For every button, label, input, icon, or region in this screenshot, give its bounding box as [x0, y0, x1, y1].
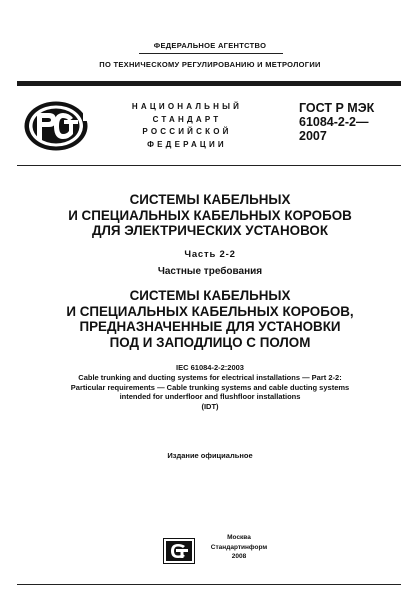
designation-line1: ГОСТ Р МЭК — [299, 101, 375, 115]
part-number: Часть 2-2 — [184, 249, 236, 260]
iec-equivalence: (IDT) — [201, 402, 219, 412]
designation-line3: 2007 — [299, 129, 327, 143]
sub-title-line2: И СПЕЦИАЛЬНЫХ КАБЕЛЬНЫХ КОРОБОВ, — [66, 303, 354, 319]
standard-designation — [299, 101, 399, 143]
rst-certification-mark-icon — [23, 100, 89, 152]
national-standard-line1: НАЦИОНАЛЬНЫЙ — [131, 102, 243, 111]
agency-name-line2: ПО ТЕХНИЧЕСКОМУ РЕГУЛИРОВАНИЮ И МЕТРОЛОГИИ — [99, 60, 321, 69]
national-standard-line3: РОССИЙСКОЙ — [142, 127, 232, 136]
sub-title-line1: СИСТЕМЫ КАБЕЛЬНЫХ — [129, 288, 291, 303]
national-standard-line2: СТАНДАРТ — [152, 114, 222, 124]
footer-rule — [17, 584, 401, 585]
sub-title-line4: ПОД И ЗАПОДЛИЦО С ПОЛОМ — [109, 334, 311, 350]
agency-divider — [139, 53, 283, 54]
iec-code: IEC 61084-2-2:2003 — [176, 363, 244, 372]
requirements-heading: Частные требования — [157, 266, 263, 277]
national-standard-line4: ФЕДЕРАЦИИ — [147, 139, 227, 149]
iec-reference — [0, 363, 420, 412]
main-title — [0, 192, 420, 239]
publisher-block — [194, 533, 284, 562]
main-title-line2: И СПЕЦИАЛЬНЫХ КАБЕЛЬНЫХ КОРОБОВ — [68, 207, 352, 223]
sub-title — [0, 288, 420, 350]
national-standard-label — [112, 101, 262, 151]
iec-title-line1: Cable trunking and ducting systems for electrical installations — Part 2-2: — [78, 372, 342, 382]
main-title-line3: ДЛЯ ЭЛЕКТРИЧЕСКИХ УСТАНОВОК — [91, 223, 328, 238]
agency-name-line1: ФЕДЕРАЛЬНОЕ АГЕНТСТВО — [153, 41, 267, 50]
designation-line2: 61084-2-2— — [299, 115, 369, 129]
title-divider — [17, 165, 401, 166]
iec-title-line2: Particular requirements — Cable trunking systems and cable ducting systems — [70, 382, 350, 392]
main-title-line1: СИСТЕМЫ КАБЕЛЬНЫХ — [129, 192, 291, 207]
header-rule — [17, 81, 401, 86]
standartinform-logo-icon — [163, 538, 195, 564]
sub-title-line3: ПРЕДНАЗНАЧЕННЫЕ ДЛЯ УСТАНОВКИ — [79, 319, 341, 334]
publisher-city: Москва — [227, 534, 251, 541]
publisher-name: Стандартинформ — [210, 543, 268, 551]
publication-year: 2008 — [231, 553, 247, 560]
iec-title-line3: intended for underfloor and flushfloor installations — [119, 392, 301, 402]
edition-label: Издание официальное — [167, 451, 253, 460]
